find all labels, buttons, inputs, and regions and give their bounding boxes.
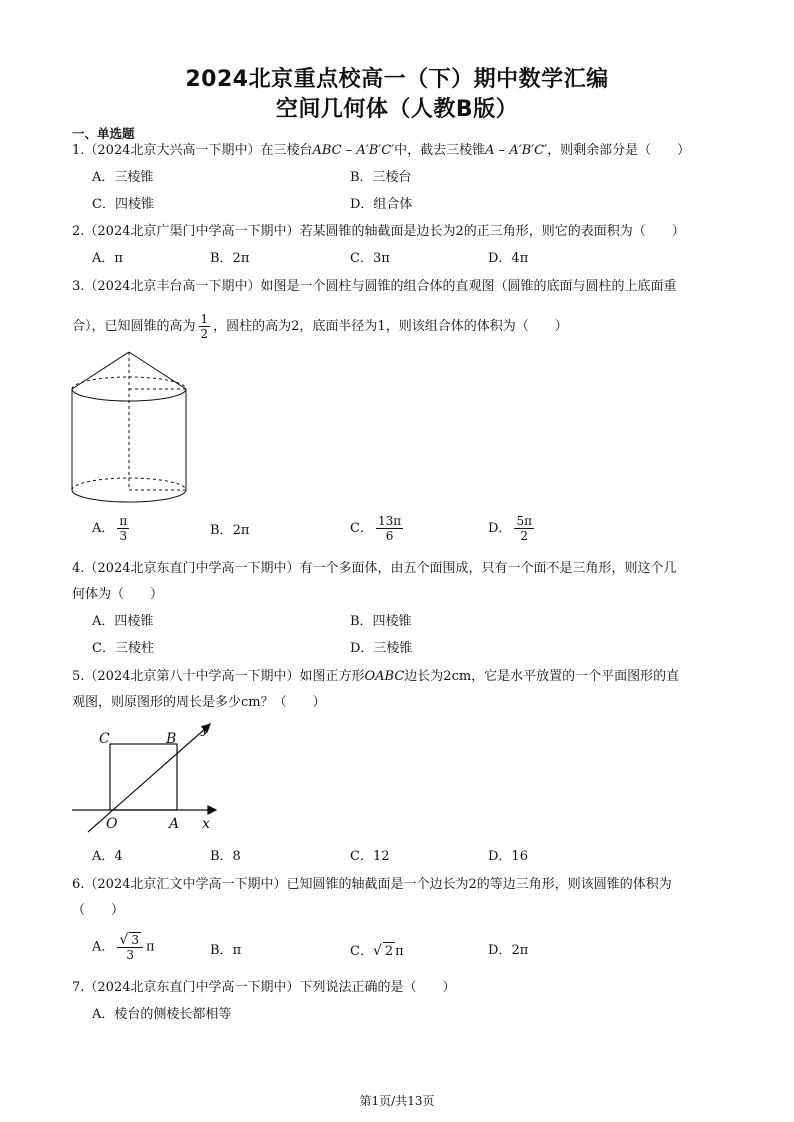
q6-option-c-tail: π (395, 944, 404, 959)
q5-option-b[interactable]: B．8 (210, 849, 241, 864)
q2-option-b[interactable]: B．2π (210, 251, 250, 266)
frac-numerator: 5π (516, 514, 532, 528)
radical-sign: √ (119, 932, 129, 948)
section-heading: 一、单选题 (72, 126, 135, 141)
q6-option-b-label: B． (210, 943, 233, 958)
q3-option-a-label: A． (92, 521, 115, 536)
q3-option-b-label: B． (210, 523, 233, 538)
question-1 (72, 142, 734, 160)
label-b: B (166, 731, 177, 747)
question-4-line-2: 何体为（ ） (72, 587, 164, 602)
label-x: x (202, 816, 210, 832)
q1-option-d[interactable]: D．组合体 (350, 197, 413, 212)
q2-option-a[interactable]: A．π (92, 251, 123, 266)
question-3-line-2 (72, 312, 734, 341)
label-y: y (201, 721, 209, 737)
q2-option-c[interactable]: C．3π (350, 251, 390, 266)
q6-option-a-label: A． (92, 939, 115, 955)
question-7: 7.（2024北京东直门中学高一下期中）下列说法正确的是（ ） (72, 980, 456, 995)
q6-option-b-value: π (232, 943, 242, 958)
frac-denominator: 2 (200, 327, 209, 341)
question-5-text-b: 边长为2cm，它是水平放置的一个平面图形的直 (404, 669, 680, 684)
question-3-text-a: 合），已知圆锥的高为 (72, 319, 196, 334)
q3-option-a[interactable] (92, 514, 132, 543)
question-1-expr-1: ABC – A′B′C′ (312, 143, 395, 158)
square-oabc (110, 744, 177, 810)
page-subtitle: 空间几何体（人教B版） (275, 97, 519, 122)
square-oabc-figure (70, 718, 220, 834)
q1-option-b[interactable]: B．三棱台 (350, 170, 412, 185)
label-a: A (169, 816, 180, 832)
frac-denominator: 3 (119, 529, 128, 543)
q2-option-d[interactable]: D．4π (488, 251, 529, 266)
q5-option-a[interactable]: A．4 (92, 849, 123, 864)
q6-option-c-label: C． (350, 944, 373, 959)
x-axis-arrow (208, 806, 216, 814)
frac-denominator: 2 (520, 529, 529, 543)
question-1-text-b: 中，截去三棱锥 (394, 143, 486, 158)
label-c: C (99, 731, 110, 747)
q4-option-c[interactable]: C．三棱柱 (92, 641, 154, 656)
q6-option-a-frac (117, 932, 143, 962)
question-6-line-2: （ ） (72, 903, 125, 918)
q3-option-d[interactable] (488, 514, 537, 543)
page-title: 2024北京重点校高一（下）期中数学汇编 (185, 67, 609, 92)
q3-option-c[interactable] (350, 514, 406, 543)
q6-option-c[interactable] (350, 942, 404, 961)
q1-option-a[interactable]: A．三棱锥 (92, 170, 154, 185)
q3-option-c-label: C． (350, 521, 373, 536)
question-1-text-a: 1.（2024北京大兴高一下期中）在三棱台 (72, 143, 313, 158)
page-footer: 第1页/共13页 (359, 1094, 435, 1108)
question-5-line-1 (72, 668, 734, 686)
q5-option-c[interactable]: C．12 (350, 849, 390, 864)
cone-left-edge (72, 352, 129, 389)
q7-option-a[interactable]: A．棱台的侧棱长都相等 (92, 1007, 232, 1022)
question-5-expr: OABC (364, 669, 405, 684)
q6-option-a[interactable] (92, 932, 155, 962)
q3-option-b-value: 2π (232, 523, 250, 538)
q4-option-d[interactable]: D．三棱锥 (350, 641, 413, 656)
q6-option-d-label: D． (488, 943, 512, 958)
question-3-line-1: 3.（2024北京丰台高一下期中）如图是一个圆柱与圆锥的组合体的直观图（圆锥的底面与圆柱的上底面重 (72, 279, 677, 294)
q4-option-b[interactable]: B．四棱锥 (350, 614, 412, 629)
q6-option-b[interactable] (210, 942, 241, 960)
q3-option-b[interactable] (210, 522, 249, 540)
question-3-text-b: ，圆柱的高为2，底面半径为1，则该组合体的体积为（ ） (213, 319, 568, 334)
question-6-line-1: 6.（2024北京汇文中学高一下期中）已知圆锥的轴截面是一个边长为2的等边三角形，则该圆锥的体积为 (72, 877, 672, 892)
q6-option-d-value: 2π (511, 943, 529, 958)
q3-option-d-label: D． (488, 521, 512, 536)
q3-option-a-frac (117, 514, 129, 543)
question-5-text-a: 5.（2024北京第八十中学高一下期中）如图正方形 (72, 669, 365, 684)
question-5-line-2: 观图，则原图形的周长是多少cm？（ ） (72, 695, 326, 710)
radicand: 3 (131, 933, 139, 947)
frac-numerator (117, 932, 143, 948)
q3-option-c-frac (376, 514, 403, 543)
q6-option-a-tail: π (145, 939, 155, 955)
q5-option-d[interactable]: D．16 (488, 849, 528, 864)
cone-right-edge (129, 352, 186, 389)
question-4-line-1: 4.（2024北京东直门中学高一下期中）有一个多面体，由五个面围成，只有一个面不是三角形，则这个几 (72, 561, 677, 576)
question-2: 2.（2024北京广渠门中学高一下期中）若某圆锥的轴截面是边长为2的正三角形，则它的表面积为（ ） (72, 224, 685, 239)
label-o: O (106, 816, 118, 832)
q3-option-d-frac (514, 514, 534, 543)
frac-numerator: 1 (200, 312, 209, 326)
q4-option-a[interactable]: A．四棱锥 (92, 614, 154, 629)
cylinder-cone-figure (68, 348, 192, 508)
radicand: 2 (384, 944, 394, 959)
bottom-ellipse-front (72, 490, 186, 502)
fraction-one-half (199, 312, 211, 341)
frac-numerator: π (119, 514, 128, 528)
radical-sign: √ (372, 943, 382, 959)
q1-option-c[interactable]: C．四棱锥 (92, 197, 154, 212)
frac-denominator: 3 (126, 948, 134, 962)
frac-numerator: 13π (377, 514, 402, 528)
q6-option-d[interactable] (488, 942, 528, 960)
frac-denominator: 6 (385, 529, 394, 543)
question-1-expr-2: A – A′B′C′ (485, 143, 548, 158)
question-1-text-c: ，则剩余部分是（ ） (547, 143, 691, 158)
